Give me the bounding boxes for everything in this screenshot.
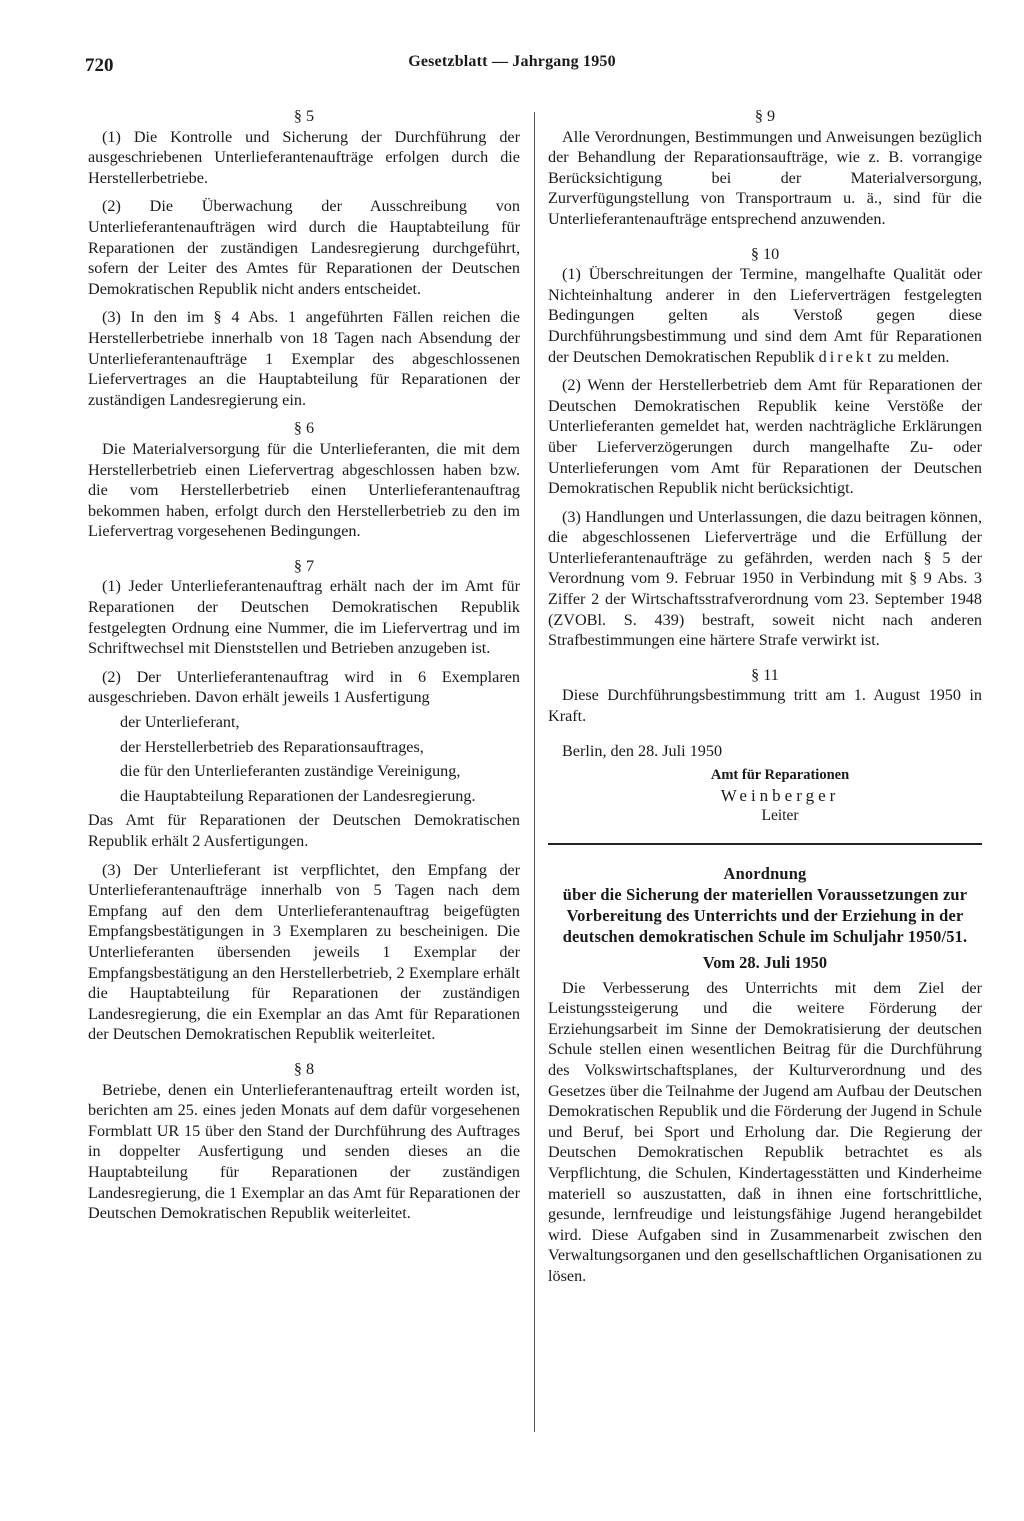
section-5-paragraph-2: (2) Die Überwachung der Ausschreibung von Unterlieferantenaufträgen wird durch die Hauptabteilung für Reparationen der zuständigen Landesregierung durchgeführt, sofern der Leiter des Amtes für Reparationen der Deutschen Demokratischen Republik nicht anders entscheidet. [88, 197, 520, 298]
column-divider [534, 112, 535, 1432]
section-10-paragraph-1-text: (1) Überschreitungen der Termine, mangelhafte Qualität oder Nichteinhaltung anderer in den Lieferverträgen festgelegten Bedingungen gelten als Verstoß gegen diese Durchführungsbestimmung und sind dem Amt für Reparationen der Deutschen Demokratischen Republik [548, 265, 982, 366]
ordinance-title: über die Sicherung der materiellen Voraussetzungen zur Vorbereitung des Unterrichts und der Erziehung in der deutschen demokratischen Schule im Schuljahr 1950/51. [562, 885, 968, 946]
emphasis-direkt: direkt [818, 347, 875, 366]
recipient-item: der Herstellerbetrieb des Reparationsauftrages, [120, 737, 424, 756]
signature-name: Weinberger [720, 785, 840, 805]
place-and-date: Berlin, den 28. Juli 1950 [562, 741, 723, 760]
section-10-paragraph-1 [548, 264, 982, 367]
section-7-paragraph-2: (2) Der Unterlieferantenauftrag wird in 6 Exemplaren ausgeschrieben. Davon erhält jeweils 1 Ausfertigung [88, 667, 520, 707]
section-6-heading: § 6 [293, 419, 315, 438]
recipient-item: die für den Unterlieferanten zuständige Vereinigung, [120, 762, 461, 781]
section-11-heading: § 11 [751, 665, 779, 684]
section-10-heading: § 10 [750, 244, 780, 263]
section-separator [548, 843, 982, 845]
section-8-heading: § 8 [293, 1059, 315, 1078]
page-number: 720 [85, 55, 114, 76]
recipient-item: die Hauptabteilung Reparationen der Landesregierung. [120, 786, 476, 805]
signature-block [578, 765, 982, 827]
ordinance-date: Vom 28. Juli 1950 [702, 953, 828, 972]
running-head: Gesetzblatt — Jahrgang 1950 [408, 53, 616, 70]
section-5-paragraph-1: (1) Die Kontrolle und Sicherung der Durchführung der ausgeschriebenen Unterlieferantenaufträge erfolgen durch die Herstellerbetriebe. [88, 127, 520, 187]
section-11-paragraph-1: Diese Durchführungsbestimmung tritt am 1. August 1950 in Kraft. [548, 686, 982, 726]
recipient-list [88, 712, 520, 806]
section-8-paragraph-1: Betriebe, denen ein Unterlieferantenauftrag erteilt worden ist, berichten am 25. eines jeden Monats auf dem dafür vorgesehenen Formblatt UR 15 über den Stand der Durchführung des Auftrages in doppelter Ausfertigung und senden dieses an die Hauptabteilung für Reparationen der zuständigen Landesregierung, die 1 Exemplar an das Amt für Reparationen der Deutschen Demokratischen Republik weiterleitet. [88, 1080, 520, 1223]
section-9-heading: § 9 [754, 107, 776, 125]
right-column [548, 106, 982, 1287]
section-10-paragraph-3: (3) Handlungen und Unterlassungen, die dazu beitragen können, die abgeschlossenen Lieferverträge und die Erfüllung der Unterlieferantenaufträge zu gefährden, werden nach § 5 der Verordnung vom 9. Februar 1950 in Verbindung mit § 9 Abs. 3 Ziffer 2 der Wirtschaftsstrafverordnung vom 23. September 1948 (ZVOBl. S. 439) bestraft, soweit nicht nach anderen Strafbestimmungen eine härtere Strafe verwirkt ist. [548, 507, 982, 650]
signature-role: Leiter [761, 807, 799, 825]
section-5-paragraph-3: (3) In den im § 4 Abs. 1 angeführten Fällen reichen die Herstellerbetriebe innerhalb von 18 Tagen nach Absendung der Unterlieferantenaufträge 1 Exemplar des abgeschlossenen Liefervertrages an die Hauptabteilung für Reparationen der zuständigen Landesregierung ein. [88, 308, 520, 409]
signature-organization: Amt für Reparationen [710, 767, 850, 784]
section-7-paragraph-3: (3) Der Unterlieferant ist verpflichtet, den Empfang der Unterlieferantenaufträge innerhalb von 5 Tagen nach dem Empfang auf den dem Unterlieferantenauftrag beigefügten Empfangsbestätigungen in 3 Exemplaren zu bescheinigen. Die Unterlieferanten übersenden jeweils 1 Exemplar der Empfangsbestätigung an den Herstellerbetrieb, 2 Exemplare erhält die Hauptabteilung für Reparationen der zuständigen Landesregierung, die ein Exemplar an das Amt für Reparationen der Deutschen Demokratischen Republik weiterleitet. [88, 860, 520, 1044]
section-6-paragraph-1: Die Materialversorgung für die Unterlieferanten, die mit dem Herstellerbetrieb einen Liefervertrag abgeschlossen haben bzw. die vom Herstellerbetrieb einen Unterlieferantenauftrag bekommen haben, erfolgt durch den Herstellerbetrieb zu den im Liefervertrag vorgesehenen Bedingungen. [88, 439, 520, 541]
section-7-paragraph-1: (1) Jeder Unterlieferantenauftrag erhält nach der im Amt für Reparationen der Deutschen Demokratischen Republik festgelegten Ordnung eine Nummer, die im Liefervertrag und im Schriftwechsel mit Dienststellen und Betrieben anzugeben ist. [88, 577, 520, 658]
ordinance-title-word: Anordnung [723, 864, 807, 883]
section-10-paragraph-2: (2) Wenn der Herstellerbetrieb dem Amt für Reparationen der Deutschen Demokratischen Republik keine Verstöße der Unterlieferanten gemeldet hat, werden nachträgliche Erklärungen über Lieferverzögerungen durch mangelhafte Zu- oder Unterlieferungen vom Amt für Reparationen der Deutschen Demokratischen Republik nicht berücksichtigt. [548, 376, 982, 498]
ordinance-paragraph-1: Die Verbesserung des Unterrichts mit dem Ziel der Leistungssteigerung und die weitere Förderung der Erziehungsarbeit im Sinne der Demokratisierung der deutschen Schule stellen einen wesentlichen Beitrag für die Durchführung des Volkswirtschaftsplanes, der Kulturverordnung und des Gesetzes über die Teilnahme der Jugend am Aufbau der Deutschen Demokratischen Republik und die Förderung der Jugend in Schule und Beruf, bei Sport und Erholung dar. Die Regierung der Deutschen Demokratischen Republik betrachtet es als Verpflichtung, die Schulen, Kindertagesstätten und Kinderheime materiell so auszustatten, daß in ihnen eine fortschrittliche, gesunde, lernfreudige und leistungsfähige Jugend herangebildet wird. Diese Aufgaben sind in Zusammenarbeit zwischen den Verwaltungsorganen und den gesellschaftlichen Organisationen zu lösen. [548, 978, 982, 1285]
recipient-item: der Unterlieferant, [120, 713, 240, 732]
section-9-paragraph-1: Alle Verordnungen, Bestimmungen und Anweisungen bezüglich der Behandlung der Reparationsaufträge, wie z. B. vorrangige Berücksichtigung bei der Materialversorgung, Zurverfügungstellung von Transportraum u. ä., sind für die Unterlieferantenaufträge entsprechend anzuwenden. [548, 127, 982, 228]
left-column [88, 106, 520, 1224]
section-7-paragraph-2-continued: Das Amt für Reparationen der Deutschen Demokratischen Republik erhält 2 Ausfertigungen. [88, 811, 520, 850]
section-10-paragraph-1-end: zu melden. [878, 347, 950, 366]
section-7-heading: § 7 [293, 556, 315, 575]
section-5-heading: § 5 [293, 107, 315, 125]
